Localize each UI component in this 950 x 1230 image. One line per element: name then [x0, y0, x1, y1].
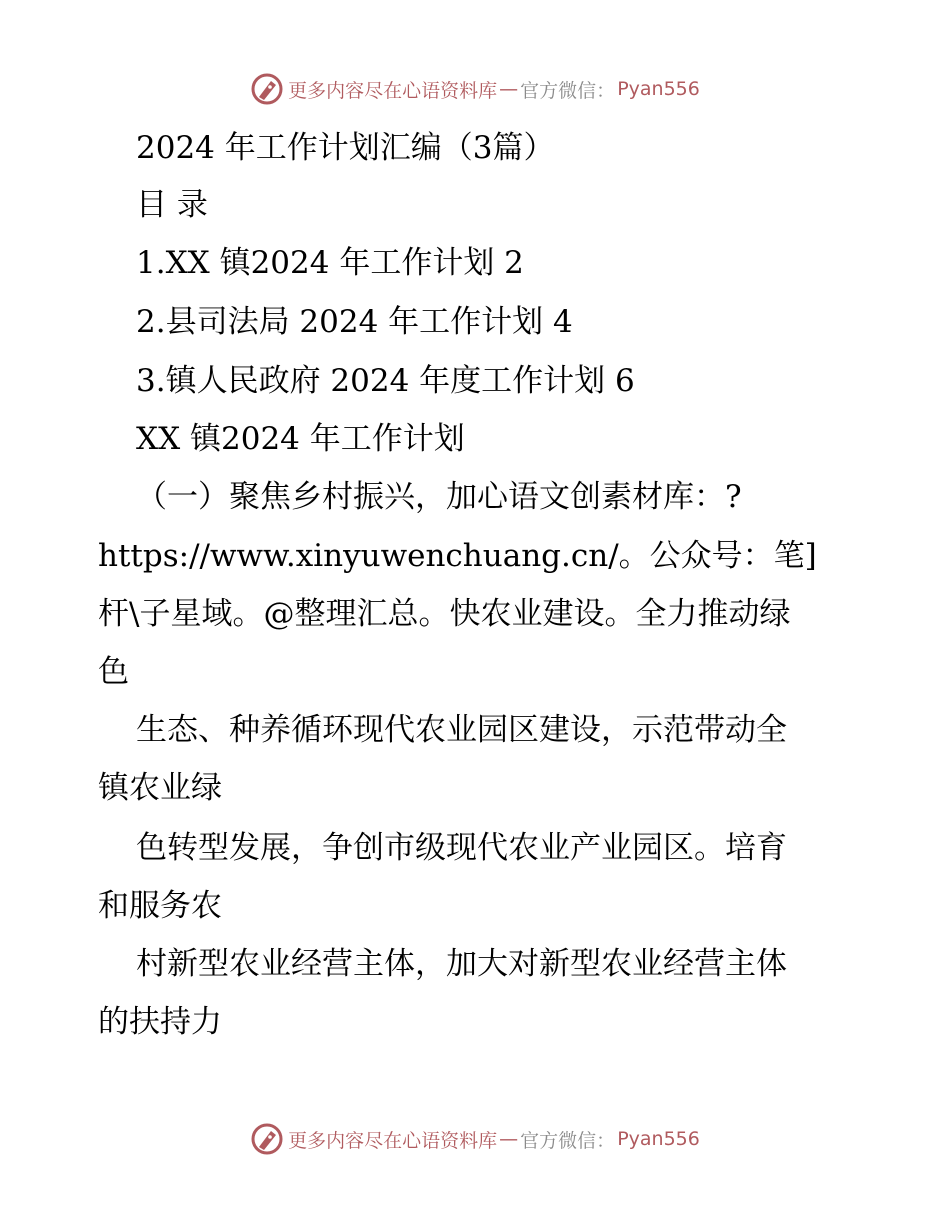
header-watermark [0, 72, 950, 106]
toc-item: 1.XX 镇2024 年工作计划 2 [136, 245, 524, 281]
toc-item: 2.县司法局 2024 年工作计划 4 [136, 304, 573, 340]
watermark-text: 更多内容尽在心语资料库 [288, 1129, 498, 1152]
watermark-wechat-id: Pyan556 [617, 78, 700, 100]
toc-heading: 目 录 [136, 187, 208, 223]
body-line: 色 [98, 654, 129, 690]
body-line: 镇农业绿 [98, 770, 222, 806]
body-line: 和服务农 [98, 888, 222, 924]
toc-item: 3.镇人民政府 2024 年度工作计划 6 [136, 363, 635, 399]
watermark-separator: — [499, 1128, 519, 1150]
footer-watermark [0, 1122, 950, 1156]
body-line: 的扶持力 [98, 1004, 222, 1040]
watermark-separator: — [499, 78, 519, 100]
body-line: https://www.xinyuwenchuang.cn/。公众号：笔] [98, 538, 817, 574]
body-line: 色转型发展，争创市级现代农业产业园区。培育 [136, 830, 787, 866]
pen-nib-logo-icon [250, 1122, 284, 1156]
body-line: 村新型农业经营主体，加大对新型农业经营主体 [136, 946, 787, 982]
watermark-wechat-label: 官方微信： [520, 1129, 616, 1152]
pen-nib-logo-icon [250, 72, 284, 106]
watermark-wechat-id: Pyan556 [617, 1128, 700, 1150]
body-line: （一）聚焦乡村振兴，加心语文创素材库：? [136, 479, 742, 515]
body-line: 杆\子星域。@整理汇总。快农业建设。全力推动绿 [98, 596, 791, 632]
body-line: 生态、种养循环现代农业园区建设，示范带动全 [136, 712, 787, 748]
watermark-text: 更多内容尽在心语资料库 [288, 79, 498, 102]
section-title: XX 镇2024 年工作计划 [136, 421, 465, 457]
watermark-wechat-label: 官方微信： [520, 79, 616, 102]
document-title: 2024 年工作计划汇编（3篇） [136, 130, 555, 166]
